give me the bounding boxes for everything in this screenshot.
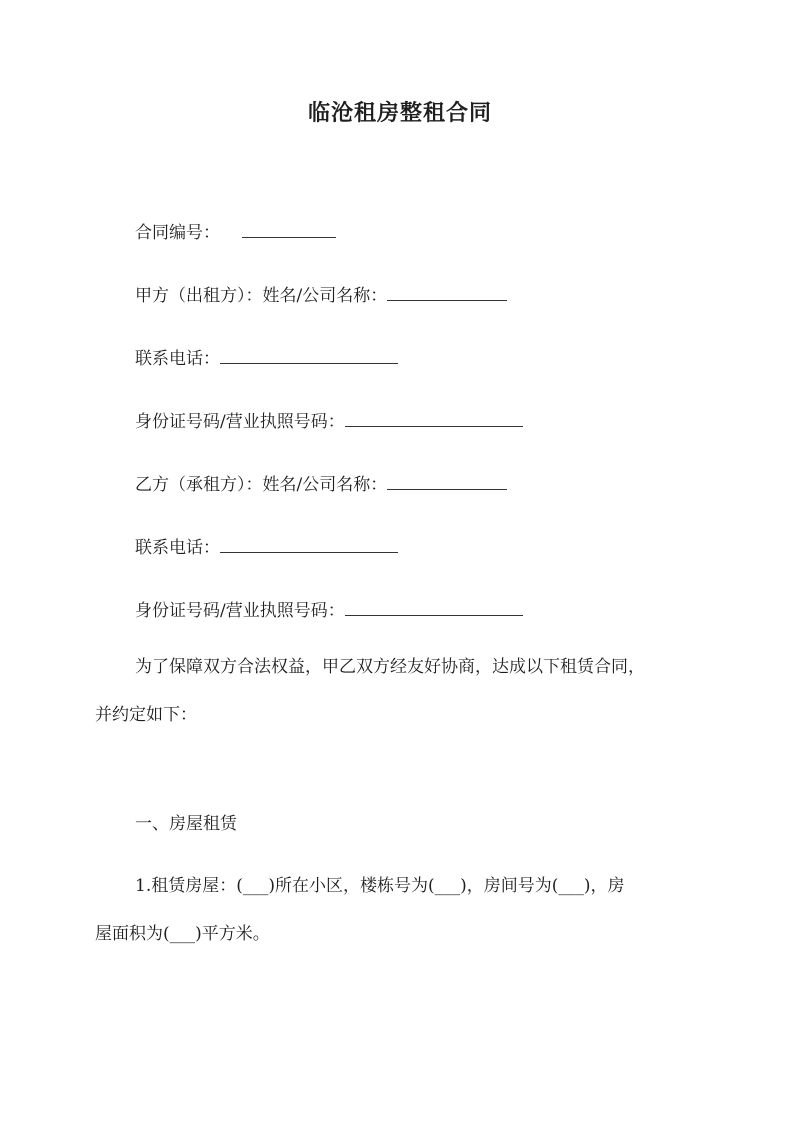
intro-line-1: 为了保障双方合法权益，甲乙双方经友好协商，达成以下租赁合同， (135, 657, 645, 677)
party-b-id-blank (345, 597, 523, 616)
party-b-phone-line (135, 534, 398, 560)
contract-number-blank (242, 219, 336, 238)
party-b-phone-label: 联系电话： (135, 538, 220, 558)
party-a-phone-blank (220, 345, 398, 364)
intro-line-2: 并约定如下： (95, 705, 197, 725)
party-a-id-blank (345, 408, 523, 427)
party-b-id-line (135, 597, 523, 623)
clause-1-line-1: 1.租赁房屋：(___)所在小区，楼栋号为(___)，房间号为(___)，房 (135, 876, 625, 896)
intro-paragraph (95, 655, 695, 735)
contract-number-line (135, 219, 336, 245)
party-a-id-line (135, 408, 523, 434)
section-1-heading: 一、房屋租赁 (135, 814, 237, 834)
party-b-name-blank (387, 471, 507, 490)
contract-number-label: 合同编号： (135, 223, 220, 243)
party-a-phone-label: 联系电话： (135, 349, 220, 369)
clause-1-line-2: 屋面积为(___)平方米。 (95, 924, 270, 944)
party-b-name-label: 乙方（承租方）：姓名/公司名称： (135, 475, 388, 495)
party-a-id-label: 身份证号码/营业执照号码： (135, 412, 345, 432)
party-b-name-line (135, 471, 507, 497)
party-a-phone-line (135, 345, 398, 371)
document-title: 临沧租房整租合同 (307, 100, 492, 126)
party-b-phone-blank (220, 534, 398, 553)
party-b-id-label: 身份证号码/营业执照号码： (135, 601, 345, 621)
party-a-name-blank (387, 282, 507, 301)
party-a-name-line (135, 282, 507, 308)
party-a-name-label: 甲方（出租方）：姓名/公司名称： (135, 286, 388, 306)
clause-1-paragraph (95, 874, 695, 954)
